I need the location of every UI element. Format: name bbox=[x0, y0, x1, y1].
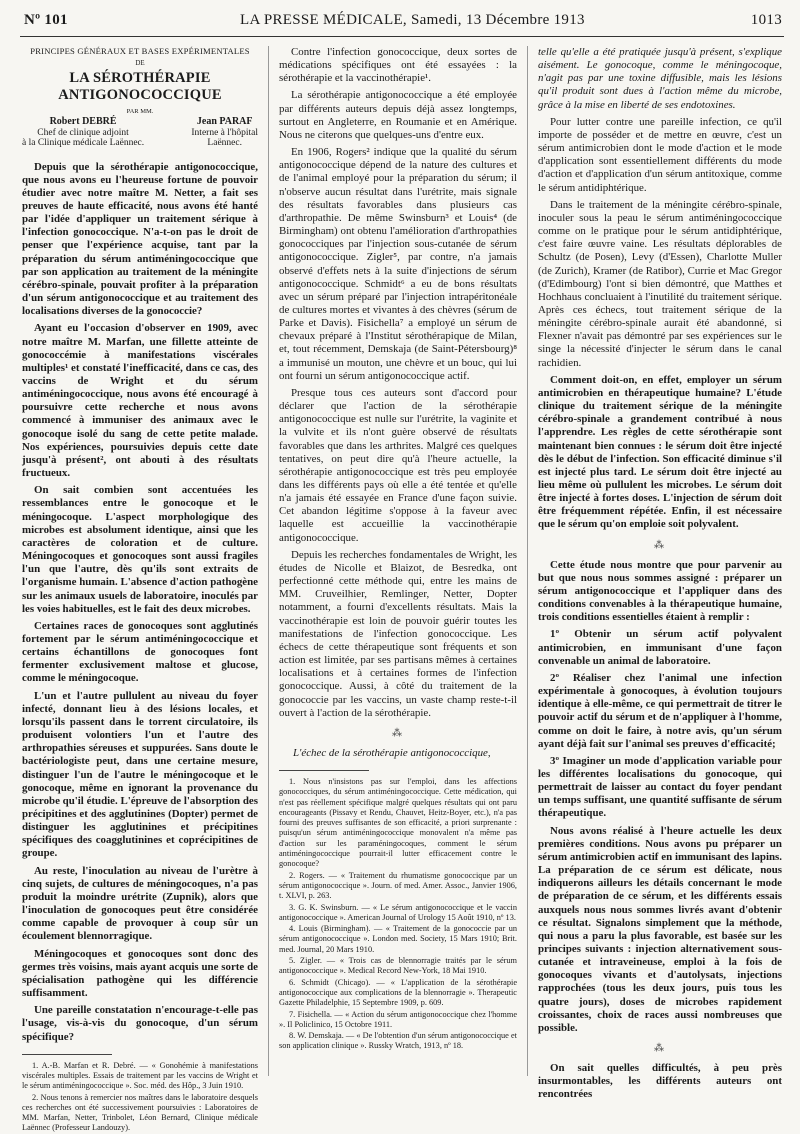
paragraph: Pour lutter contre une pareille infection, ce qu'il importe de posséder et de mettre en œuvre, c'est un sérum antimicrobien dont le mode d'action et le mode d'application sont essentiellement différents du mode d'action et d'application d'un sérum antitoxique, comme le sérum antidiphtérique. bbox=[538, 115, 782, 194]
footnote-rule bbox=[22, 1054, 112, 1055]
paragraph: Contre l'infection gonococcique, deux sortes de médications spécifiques ont été essayées : la sérothérapie et la vaccinothérapie¹. bbox=[279, 46, 517, 85]
author-role: Chef de clinique adjoint bbox=[37, 127, 129, 138]
paragraph: La sérothérapie antigonococcique a été employée par différents auteurs depuis déjà assez longtemps, surtout en Angleterre, en Roumanie et en Amérique. Nous ne citerons que quelques-uns d'entre eux. bbox=[279, 89, 517, 141]
paragraph: Certaines races de gonocoques sont agglutinés fortement par le sérum antiméningococcique et certains échantillons de gonocoques font fermenter exclusivement maltose et glucose, comme le méningocoque. bbox=[22, 619, 258, 685]
paragraph: Au reste, l'inoculation au niveau de l'urètre à cinq sujets, de cultures de méningocoques, n'a pas produit la moindre urétrite (Zupnik), alors que l'inoculation de gonocoques peut être considérée comme capable de provoquer à coup sûr un écoulement blennorragique. bbox=[22, 864, 258, 943]
column-2 bbox=[279, 46, 517, 1076]
paragraph: telle qu'elle a été pratiquée jusqu'à présent, s'explique aisément. Le gonocoque, comme le méningocoque, n'agit pas par une toxine diffusible, mais les lésions qu'il produit sont dues à l'action même du microbe, grâce à la mise en liberté de ses endotoxines. bbox=[538, 46, 782, 111]
paragraph: On sait quelles difficultés, à peu près insurmontables, les différents auteurs ont rencontrées bbox=[538, 1062, 782, 1101]
paragraph: En 1906, Rogers² indique que la qualité du sérum antigonococcique dépend de la nature des cultures et de l'animal employé pour la préparation du sérum; il n'observe aucun résultat dans l'urétrite, mais signale des résultats favorables dans plusieurs cas d'arthropathie. De même Swinsburn³ et Louis⁴ (de Birmingham) ont obtenu l'amélioration d'arthropathies gonococciques par l'injection sous-cutanée de sérum antigonococcique. Zigler⁵, par contre, n'a jamais observé d'effets nets à la suite d'injections de sérum antigonococcique. Schmidt⁶ a eu de bons résultats avec un sérum préparé par l'injection intrapéritonéale de cultures mortes et vivantes à des chèvres (sérum de Parke et Davis). Fisichella⁷ a employé un sérum de chevaux préparé à l'Institut sérothérapique de Milan, et, tout récemment, Demskaja (de Saint-Pétersbourg)⁸ a immunisé un mouton, une chèvre et un bouc, qui lui ont fourni un sérum antigonococcique actif. bbox=[279, 146, 517, 382]
author-role: Laënnec. bbox=[207, 138, 242, 148]
paragraph: Nous avons réalisé à l'heure actuelle les deux premières conditions. Nous avons pu préparer un sérum antimicrobien actif en immunisant des lapins. La préparation de ce sérum est délicate, nous indiquerons ailleurs les détails concernant le mode de préparation de ce sérum, et les différents essais auxquels nous nous sommes livrés avant d'obtenir ce résultat. Signalons simplement que la méthode, qui nous a paru la plus favorable, est basée sur les principes suivants : injection alternativement sous-cutanée et intraveineuse, emploi à la fois de gonocoques vivants et d'autolysats, injections rapprochées (tous les deux jours, puis tous les quatre jours), doses de microbes rapidement croissantes, choix de races aussi nombreuses que possible. bbox=[538, 824, 782, 1034]
paragraph: Depuis les recherches fondamentales de Wright, les études de Nicolle et Blaizot, de Besredka, ont perfectionné cette méthode qui, entre les mains de MM. Cruveilhier, Remlinger, Netter, Dopter notamment, a fourni d'excellents résultats. Mais la vaccinothérapie est loin de pouvoir guérir toutes les manifestations de l'infection gonococcique. Les échecs de cette thérapeutique sont fréquents et son action est limitée, par ses partisans mêmes à certaines localisations et à certaines formes de l'infection gonococcique. Aussi, à côté du traitement de la gonococcie par les vaccins, un vaste champ reste-t-il ouvert à l'action de la sérothérapie. bbox=[279, 548, 517, 719]
author-role: Interne à l'hôpital bbox=[191, 127, 258, 138]
article-kicker: PRINCIPES GÉNÉRAUX ET BASES EXPÉRIMENTALES bbox=[30, 46, 250, 56]
author-debre bbox=[22, 117, 144, 149]
author-name: Robert DEBRÉ bbox=[49, 116, 117, 127]
paragraph: 3º Imaginer un mode d'application variable pour les différentes localisations du gonocoque, qui permettrait de laisser au contact du foyer pendant un temps suffisant, une quantité suffisante de sérum thérapeutique. bbox=[538, 754, 782, 820]
section-separator: ⁂ bbox=[654, 1043, 666, 1055]
paragraph: Dans le traitement de la méningite cérébro-spinale, inoculer sous la peau le sérum antiméningococcique comme on le pratique pour le sérum antidiphtérique, c'est faire œuvre vaine. Les résultats déplorables de Schultz (de Posen), Levy (d'Essen), Charlotte Muller (de Zurich), Kramer (de Ratibor), Currie et Mac Gregor (d'Edimbourg) l'ont si bien démontré, que Matthes et Hochhaus concluaient à l'inutilité du traitement sérique. Après ces échecs, tout traitement sérique de la méningite cérébro-spinale aurait été abandonné, si Flexner n'avait pas démontré par ses expériences sur le singe la nécessité d'injecter le sérum dans le canal rachidien. bbox=[538, 198, 782, 369]
paragraph: Cette étude nous montre que pour parvenir au but que nous nous sommes assigné : préparer un sérum antigonococcique et l'appliquer dans des conditions convenables à la thérapeutique humaine, trois conditions essentielles étaient à remplir : bbox=[538, 558, 782, 624]
column-3 bbox=[538, 46, 782, 1101]
article-title: LA SÉROTHÉRAPIE ANTIGONOCOCCIQUE bbox=[58, 70, 222, 103]
section-separator: ⁂ bbox=[654, 539, 666, 551]
section-intro: L'échec de la sérothérapie antigonococcique, bbox=[293, 746, 491, 759]
article-de: DE bbox=[135, 59, 145, 67]
paragraph: Méningocoques et gonocoques sont donc des germes très voisins, mais ayant acquis une sorte de spécialisation pathogène qui les différencie suffisamment. bbox=[22, 947, 258, 1000]
footnote: 2. Rogers. — « Traitement du rhumatisme gonococcique par un sérum antigonococcique ». Journ. of med. Amer. Assoc., Janvier 1906, t. XLVI, p. 263. bbox=[279, 870, 517, 901]
footnote: 8. W. Demskaja. — « De l'obtention d'un sérum antigonococcique et son application clinique ». Russky Wratch, 1913, nº 18. bbox=[279, 1031, 517, 1051]
footnote: 3. G. K. Swinsburn. — « Le sérum antigonococcique et le vaccin antigonococcique ». American Journal of Urology 15 Août 1910, nº 13. bbox=[279, 902, 517, 922]
footnote: 2. Nous tenons à remercier nos maîtres dans le laboratoire desquels ces recherches ont été successivement poursuivies : Laboratoires de MM. Marfan, Netter, Trinbolet, Léon Bernard, Clinique médicale Laënnec (Professeur Landouzy). bbox=[22, 1092, 258, 1133]
author-name: Jean PARAF bbox=[196, 116, 253, 127]
paragraph: Comment doit-on, en effet, employer un sérum antimicrobien en thérapeutique humaine? L'étude clinique du traitement sérique de la méningite cérébro-spinale a grandement contribué à nous l'apprendre. Les règles de cette sérothérapie sont maintenant bien connues : le sérum doit être injecté dès le début de l'infection. Son efficacité diminue s'il est injecté plus tard. Le sérum doit être injecté au lieu même où pullulent les microbes. Le sérum doit être injecté à fortes doses. L'injection de sérum doit être fréquemment répétée. Enfin, il est nécessaire que le sérum qu'on emploie soit polyvalent. bbox=[538, 373, 782, 531]
footnote: 7. Fisichella. — « Action du sérum antigonococcique chez l'homme ». Il Policlinico, 15 Octobre 1911. bbox=[279, 1009, 517, 1029]
column-1 bbox=[22, 46, 258, 1133]
column-divider bbox=[527, 46, 528, 1076]
paragraph: L'un et l'autre pullulent au niveau du foyer infecté, donnant lieu à des lésions locales, et lorsqu'ils passent dans le torrent circulatoire, ils produisent volontiers l'un et l'autre des arthropathies séreuses et suppurées. Sans doute le bactériologiste peut, dans une certaine mesure, distinguer l'un de l'autre le méningocoque et le gonocoque, même en ignorant la provenance du microbe qu'il étudie. L'épreuve de l'absorption des précipitines et des agglutinines (Dopter) permet de distinguer les agglutinines et précipitines spécifiques des coagglutinines et coprécipitines de groupe. bbox=[22, 689, 258, 860]
article-header bbox=[22, 46, 258, 149]
paragraph: Presque tous ces auteurs sont d'accord pour déclarer que l'action de la sérothérapie antigonococcique est nulle sur l'urétrite, la vaginite et la vulvite et ils n'ont guère observé de résultats favorables que dans les arthrites. Malgré ces quelques tentatives, on peut dire qu'à l'heure actuelle, la sérothérapie antigonococcique est très peu employée dans les différents pays où elle a été tentée et qu'elle n'a jamais été essayée en France d'une façon suivie. Cet abandon légitime s'oppose à la faveur avec laquelle est accueillie la vaccinothérapie antigonococcique. bbox=[279, 386, 517, 544]
masthead-title: LA PRESSE MÉDICALE, Samedi, 13 Décembre 1913 bbox=[240, 12, 585, 28]
paragraph: On sait combien sont accentuées les ressemblances entre le gonocoque et le méningocoque. L'aspect morphologique des microbes est absolument identique, ainsi que les caractères de coloration et de culture. Méningocoques et gonocoques sont aussi fragiles l'un que l'autre, dès qu'ils sont extraits de l'organisme humain. L'absence d'action pathogène sur les animaux usuels de laboratoire, inoculés par les voies habituelles, est le fait des deux microbes. bbox=[22, 484, 258, 615]
paragraph: Ayant eu l'occasion d'observer en 1909, avec notre maître M. Marfan, une fillette atteinte de gonococcémie à manifestations viscérales multiples¹ et constaté l'inefficacité, dans ce cas, des vaccins de Wright et du sérum antiméningococcique, nous avons été encouragé à poursuivre cette recherche et nous avons commencé à immuniser des animaux avec le gonocoque isolé du sang de cette petite malade. Nos expériences, poursuivies depuis cette date jusqu'à présent², ont abouti à des résultats fructueux. bbox=[22, 322, 258, 480]
paragraph: 2º Réaliser chez l'animal une infection expérimentale à gonocoques, à évolution toujours identique à elle-même, ce qui permettrait de titrer le pouvoir actif du sérum et de n'appliquer à l'homme, comme on doit le faire, à notre avis, qu'un sérum ayant déjà fait sur l'animal ses preuves d'efficacité; bbox=[538, 671, 782, 750]
footnote-rule bbox=[279, 770, 369, 771]
column-divider bbox=[268, 46, 269, 1076]
issue-number: Nº 101 bbox=[24, 12, 68, 28]
authors bbox=[22, 117, 258, 149]
footnote: 6. Schmidt (Chicago). — « L'application de la sérothérapie antigonococcique aux complications de la blennorragie ». Therapeutic Gazette Philadelphie, 15 Septembre 1909, p. 609. bbox=[279, 977, 517, 1008]
article-par: PAR MM. bbox=[126, 108, 154, 115]
author-paraf bbox=[191, 117, 258, 149]
author-role: à la Clinique médicale Laënnec. bbox=[22, 138, 145, 148]
paragraph: Depuis que la sérothérapie antigonococcique, que nous avons eu l'heureuse fortune de pouvoir étudier avec notre maître M. Netter, a fait ses preuves de haute efficacité, nous avons été hanté par l'idée d'appliquer un traitement sérique à l'infection gonococcique. N'a-t-on pas le droit de penser que l'expérience acquise, tant par la préparation du sérum antiméningococcique que par son application au traitement de la méningite cérébro-spinale, pouvait profiter à la préparation d'un sérum antigonococcique et au traitement des localisations diverses de la gonococcie? bbox=[22, 160, 258, 318]
paragraph: Une pareille constatation n'encourage-t-elle pas l'usage, vis-à-vis du gonocoque, d'un sérum spécifique? bbox=[22, 1004, 258, 1043]
header-rule bbox=[20, 36, 784, 37]
page-number: 1013 bbox=[750, 12, 782, 28]
footnote: 1. A.-B. Marfan et R. Debré. — « Gonohémie à manifestations viscérales multiples. Essais de traitement par les vaccins de Wright et le sérum antiméningococcique ». Soc. méd. des Hôp., 3 Juin 1910. bbox=[22, 1060, 258, 1091]
footnote: 1. Nous n'insistons pas sur l'emploi, dans les affections gonococciques, du sérum antiméningococcique. Cette médication, qui n'est pas réellement spécifique malgré quelques résultats qui ont paru encourageants (Pissavy et Rendu, Chauvet, Heitz-Boyer, etc.), n'a pas fourni des preuves suffisantes de son efficacité, a priori surprenante : puisqu'un sérum antiméningococcique monovalent n'a même pas d'action sur les paraméningocoques, comment le sérum antiméningococcique pourrait-il lutter efficacement contre le gonocoque? bbox=[279, 776, 517, 869]
footnote: 5. Zigler. — « Trois cas de blennorragie traités par le sérum antigonococcique ». Medical Record New-York, 18 Mai 1910. bbox=[279, 956, 517, 976]
section-separator: ⁂ bbox=[392, 727, 404, 739]
paragraph: 1º Obtenir un sérum actif polyvalent antimicrobien, en immunisant d'une façon convenable un animal de laboratoire. bbox=[538, 628, 782, 667]
footnote: 4. Louis (Birmingham). — « Traitement de la gonococcie par un sérum antigonococcique ». London med. Society, 15 Mars 1910; Brit. med. Journal, 20 Mars 1910. bbox=[279, 924, 517, 954]
